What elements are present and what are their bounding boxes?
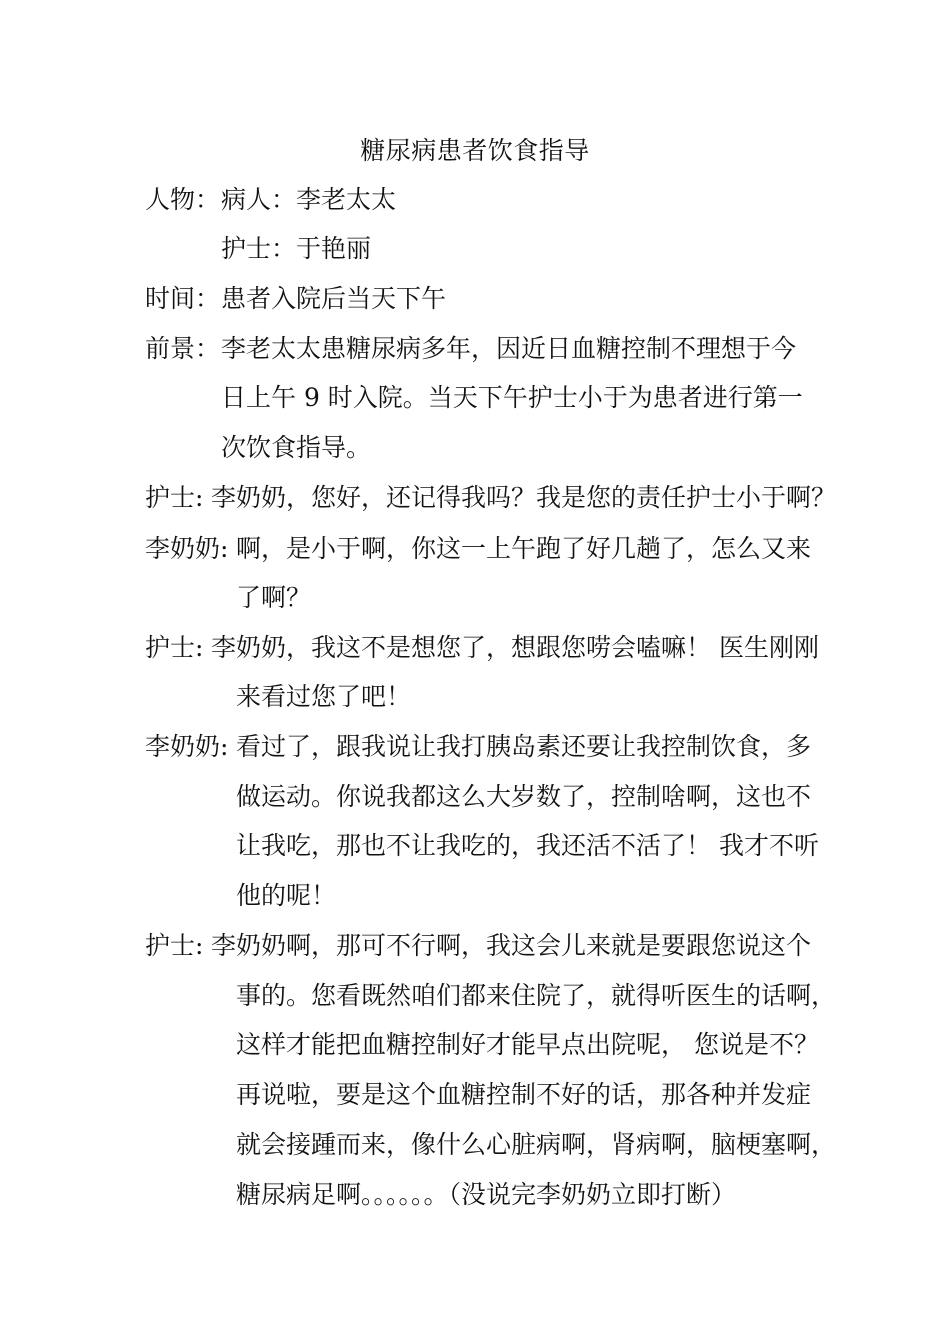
dialogue-line: 就会接踵而来，像什么心脏病啊，肾病啊，脑梗塞啊，: [236, 1130, 837, 1159]
dialogue-line: 做运动。你说我都这么大岁数了，控制啥啊，这也不: [236, 782, 812, 811]
speaker-label: 李奶奶:: [145, 534, 229, 563]
dialogue-line: 他的呢！: [236, 881, 337, 910]
speaker-label: 护士:: [145, 931, 204, 960]
background-label: 前景：: [145, 334, 221, 363]
persons-label: 人物：: [145, 185, 221, 214]
dialogue-line: 啊，是小于啊，你这一上午跑了好几趟了，怎么又来: [236, 534, 812, 563]
time-label: 时间：: [145, 284, 221, 313]
background-line: 日上午 9 时入院。当天下午护士小于为患者进行第一: [221, 383, 803, 412]
dialogue-line: 来看过您了吧！: [236, 682, 412, 711]
dialogue-line: 看过了，跟我说让我打胰岛素还要让我控制饮食，多: [236, 732, 812, 761]
dialogue-line: 了啊？: [236, 583, 312, 612]
dialogue-line: 事的。您看既然咱们都来住院了，就得听医生的话啊，: [236, 981, 837, 1010]
document-title: 糖尿病患者饮食指导: [360, 136, 590, 165]
speaker-label: 护士:: [145, 483, 204, 512]
dialogue-line: 糖尿病足啊。。。。。。（没说完李奶奶立即打断）: [236, 1180, 737, 1209]
speaker-label: 李奶奶:: [145, 732, 229, 761]
dialogue-line: 这样才能把血糖控制好才能早点出院呢， 您说是不？: [236, 1030, 819, 1059]
time-text: 患者入院后当天下午: [221, 284, 447, 313]
nurse-line: 护士：于艳丽: [221, 234, 372, 263]
dialogue-line: 再说啦，要是这个血糖控制不好的话，那各种并发症: [236, 1080, 812, 1109]
dialogue-line: 李奶奶啊，那可不行啊，我这会儿来就是要跟您说这个: [211, 931, 812, 960]
dialogue-line: 李奶奶，我这不是想您了，想跟您唠会嗑嘛！ 医生刚刚: [211, 633, 819, 662]
dialogue-line: 让我吃，那也不让我吃的，我还活不活了！ 我才不听: [236, 831, 819, 860]
background-line: 次饮食指导。: [221, 433, 372, 462]
patient-line: 病人：李老太太: [221, 185, 397, 214]
dialogue-line: 李奶奶，您好，还记得我吗？我是您的责任护士小于啊？: [211, 483, 837, 512]
background-line: 李老太太患糖尿病多年，因近日血糖控制不理想于今: [221, 334, 797, 363]
speaker-label: 护士:: [145, 633, 204, 662]
